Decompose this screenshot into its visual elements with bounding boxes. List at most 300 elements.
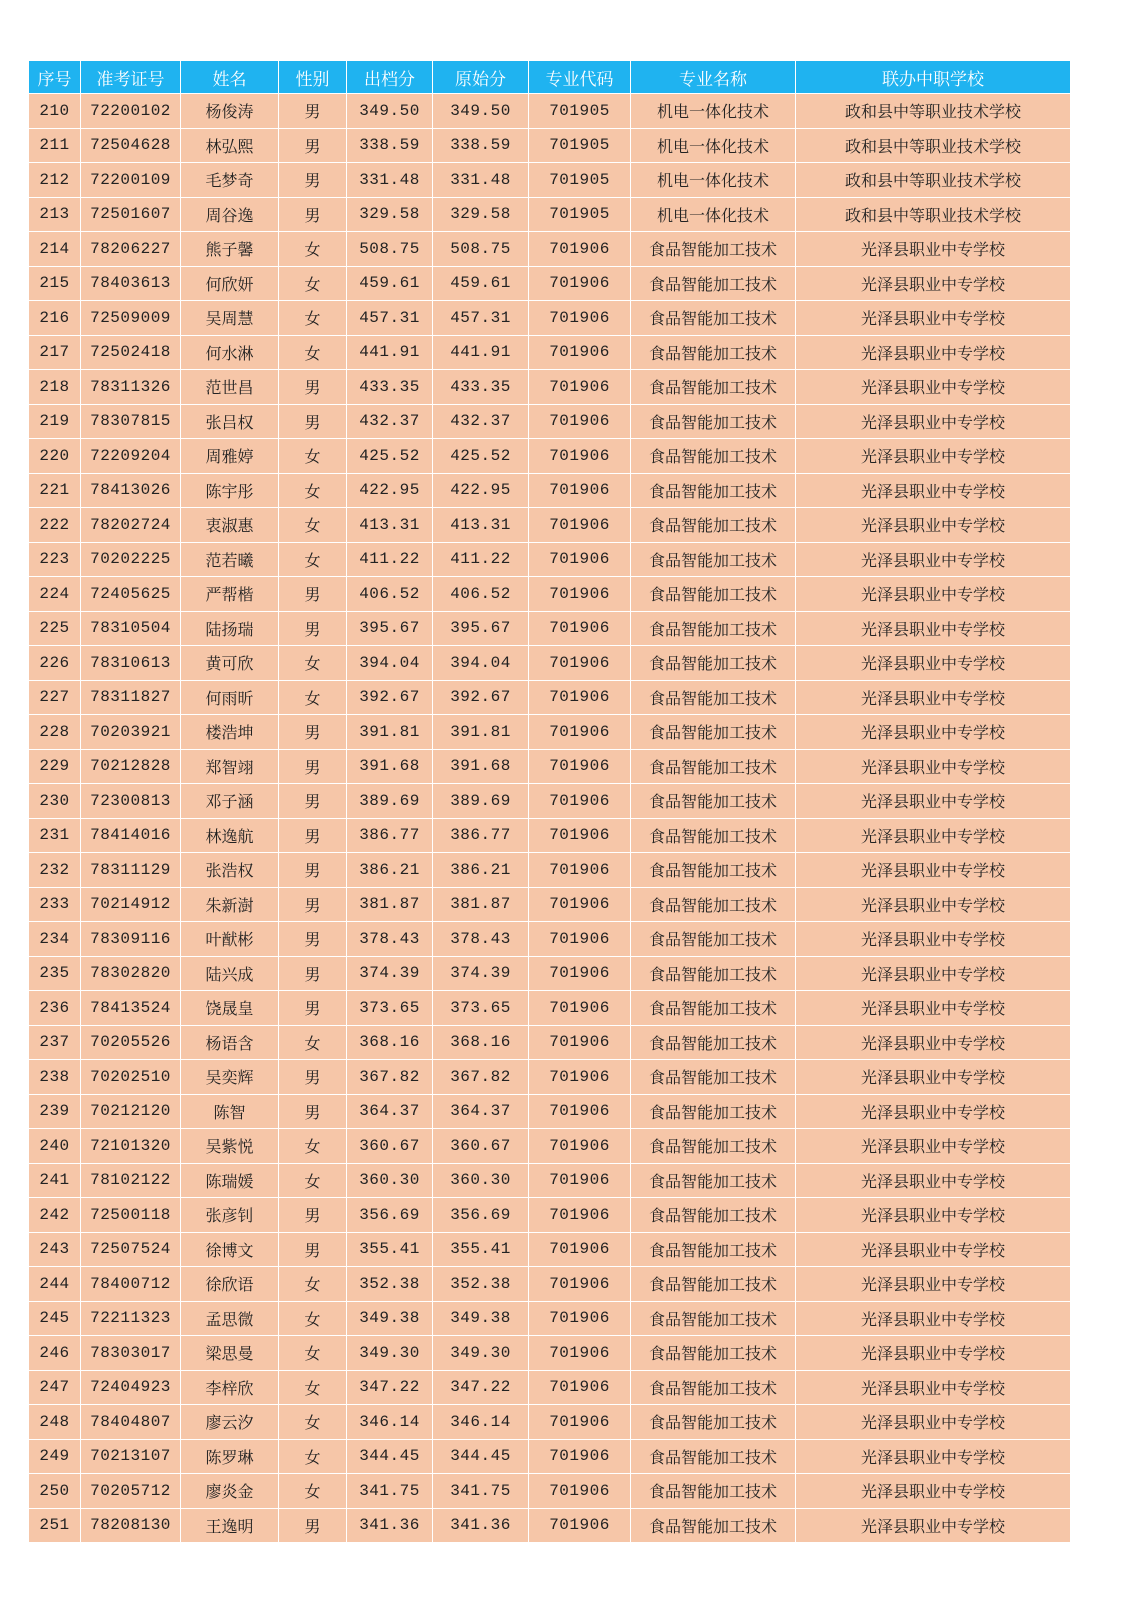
cell-exam-id: 78206227 [81,232,181,267]
cell-file-score: 341.75 [347,1474,433,1509]
cell-major-name: 食品智能加工技术 [631,1439,796,1474]
cell-school: 光泽县职业中专学校 [796,1267,1071,1302]
cell-major-code: 701906 [529,853,631,888]
cell-major-code: 701906 [529,404,631,439]
table-row [29,715,1071,750]
cell-major-code: 701906 [529,301,631,336]
cell-raw-score: 425.52 [433,439,529,474]
cell-file-score: 355.41 [347,1232,433,1267]
cell-name: 廖云汐 [181,1405,279,1440]
cell-gender: 男 [279,128,347,163]
cell-gender: 女 [279,646,347,681]
cell-exam-id: 72200102 [81,94,181,129]
cell-exam-id: 78309116 [81,922,181,957]
cell-seq: 250 [29,1474,81,1509]
cell-file-score: 344.45 [347,1439,433,1474]
cell-file-score: 349.30 [347,1336,433,1371]
cell-major-name: 食品智能加工技术 [631,542,796,577]
table-header [29,61,1071,94]
cell-major-name: 机电一体化技术 [631,94,796,129]
cell-school: 光泽县职业中专学校 [796,439,1071,474]
cell-file-score: 356.69 [347,1198,433,1233]
cell-exam-id: 72300813 [81,784,181,819]
cell-seq: 247 [29,1370,81,1405]
cell-name: 吴周慧 [181,301,279,336]
cell-seq: 242 [29,1198,81,1233]
cell-seq: 251 [29,1508,81,1543]
cell-file-score: 341.36 [347,1508,433,1543]
cell-name: 吴紫悦 [181,1129,279,1164]
cell-school: 光泽县职业中专学校 [796,1474,1071,1509]
cell-seq: 225 [29,611,81,646]
cell-gender: 女 [279,1163,347,1198]
cell-seq: 223 [29,542,81,577]
cell-raw-score: 391.68 [433,749,529,784]
table-row [29,1267,1071,1302]
cell-raw-score: 347.22 [433,1370,529,1405]
table-row [29,1439,1071,1474]
cell-major-code: 701906 [529,1405,631,1440]
header-file-score: 出档分 [347,61,433,94]
cell-major-code: 701906 [529,818,631,853]
cell-name: 何水淋 [181,335,279,370]
cell-exam-id: 72209204 [81,439,181,474]
cell-exam-id: 72405625 [81,577,181,612]
cell-gender: 男 [279,887,347,922]
cell-exam-id: 70212828 [81,749,181,784]
cell-gender: 女 [279,1474,347,1509]
cell-name: 陈宇彤 [181,473,279,508]
cell-gender: 女 [279,1301,347,1336]
cell-major-code: 701906 [529,991,631,1026]
cell-exam-id: 70213107 [81,1439,181,1474]
cell-school: 光泽县职业中专学校 [796,646,1071,681]
cell-name: 孟思微 [181,1301,279,1336]
cell-school: 光泽县职业中专学校 [796,991,1071,1026]
cell-name: 严帮楷 [181,577,279,612]
cell-name: 陈智 [181,1094,279,1129]
cell-seq: 237 [29,1025,81,1060]
cell-seq: 248 [29,1405,81,1440]
cell-gender: 男 [279,715,347,750]
cell-school: 光泽县职业中专学校 [796,1232,1071,1267]
cell-gender: 男 [279,197,347,232]
cell-school: 光泽县职业中专学校 [796,749,1071,784]
header-seq: 序号 [29,61,81,94]
cell-major-code: 701906 [529,1198,631,1233]
cell-exam-id: 78208130 [81,1508,181,1543]
cell-major-name: 食品智能加工技术 [631,1474,796,1509]
cell-file-score: 394.04 [347,646,433,681]
cell-major-code: 701906 [529,887,631,922]
cell-name: 黄可欣 [181,646,279,681]
table-row [29,991,1071,1026]
cell-exam-id: 70205712 [81,1474,181,1509]
cell-gender: 女 [279,232,347,267]
cell-gender: 男 [279,611,347,646]
table-row [29,646,1071,681]
cell-gender: 女 [279,1129,347,1164]
cell-raw-score: 457.31 [433,301,529,336]
cell-raw-score: 441.91 [433,335,529,370]
cell-gender: 男 [279,818,347,853]
cell-school: 光泽县职业中专学校 [796,1060,1071,1095]
cell-file-score: 391.81 [347,715,433,750]
cell-raw-score: 360.30 [433,1163,529,1198]
cell-name: 熊子馨 [181,232,279,267]
cell-school: 光泽县职业中专学校 [796,1370,1071,1405]
cell-major-name: 食品智能加工技术 [631,922,796,957]
cell-major-name: 食品智能加工技术 [631,1129,796,1164]
table-row [29,818,1071,853]
cell-exam-id: 72404923 [81,1370,181,1405]
cell-major-name: 食品智能加工技术 [631,439,796,474]
cell-raw-score: 374.39 [433,956,529,991]
table-row [29,853,1071,888]
cell-major-code: 701906 [529,1267,631,1302]
cell-file-score: 329.58 [347,197,433,232]
cell-major-code: 701906 [529,335,631,370]
cell-gender: 女 [279,335,347,370]
cell-raw-score: 386.21 [433,853,529,888]
cell-gender: 男 [279,577,347,612]
cell-gender: 男 [279,784,347,819]
cell-file-score: 360.67 [347,1129,433,1164]
cell-file-score: 381.87 [347,887,433,922]
cell-exam-id: 78403613 [81,266,181,301]
cell-major-code: 701906 [529,1370,631,1405]
cell-seq: 229 [29,749,81,784]
cell-name: 张浩权 [181,853,279,888]
cell-gender: 男 [279,1060,347,1095]
cell-seq: 238 [29,1060,81,1095]
table-row [29,197,1071,232]
cell-name: 朱新澍 [181,887,279,922]
cell-gender: 男 [279,749,347,784]
cell-name: 何雨昕 [181,680,279,715]
cell-gender: 女 [279,1267,347,1302]
cell-raw-score: 411.22 [433,542,529,577]
cell-name: 周雅婷 [181,439,279,474]
cell-raw-score: 394.04 [433,646,529,681]
cell-major-code: 701906 [529,1129,631,1164]
cell-major-code: 701906 [529,232,631,267]
cell-major-name: 食品智能加工技术 [631,1267,796,1302]
cell-exam-id: 78311129 [81,853,181,888]
admission-table [28,60,1071,1543]
cell-name: 李梓欣 [181,1370,279,1405]
cell-exam-id: 70214912 [81,887,181,922]
cell-major-name: 机电一体化技术 [631,197,796,232]
table-row [29,887,1071,922]
cell-school: 光泽县职业中专学校 [796,232,1071,267]
cell-major-name: 食品智能加工技术 [631,715,796,750]
cell-raw-score: 406.52 [433,577,529,612]
cell-major-code: 701905 [529,94,631,129]
cell-seq: 244 [29,1267,81,1302]
table-row [29,1370,1071,1405]
cell-exam-id: 78413524 [81,991,181,1026]
cell-major-code: 701906 [529,749,631,784]
cell-name: 徐博文 [181,1232,279,1267]
cell-name: 陆扬瑞 [181,611,279,646]
cell-major-code: 701906 [529,542,631,577]
cell-file-score: 391.68 [347,749,433,784]
cell-major-code: 701905 [529,197,631,232]
cell-seq: 227 [29,680,81,715]
cell-name: 邓子涵 [181,784,279,819]
cell-school: 光泽县职业中专学校 [796,715,1071,750]
cell-name: 杨俊涛 [181,94,279,129]
cell-seq: 232 [29,853,81,888]
cell-gender: 男 [279,991,347,1026]
table-body [29,94,1071,1543]
cell-raw-score: 329.58 [433,197,529,232]
cell-raw-score: 395.67 [433,611,529,646]
cell-major-code: 701906 [529,1232,631,1267]
cell-major-code: 701906 [529,680,631,715]
cell-major-name: 食品智能加工技术 [631,266,796,301]
cell-raw-score: 386.77 [433,818,529,853]
cell-raw-score: 381.87 [433,887,529,922]
cell-gender: 男 [279,1198,347,1233]
cell-exam-id: 72101320 [81,1129,181,1164]
table-row [29,1060,1071,1095]
cell-file-score: 411.22 [347,542,433,577]
cell-raw-score: 364.37 [433,1094,529,1129]
cell-school: 光泽县职业中专学校 [796,1336,1071,1371]
cell-name: 衷淑惠 [181,508,279,543]
cell-major-name: 食品智能加工技术 [631,1232,796,1267]
header-row [29,61,1071,94]
cell-file-score: 457.31 [347,301,433,336]
header-name: 姓名 [181,61,279,94]
cell-exam-id: 72502418 [81,335,181,370]
cell-gender: 女 [279,680,347,715]
cell-seq: 215 [29,266,81,301]
cell-school: 光泽县职业中专学校 [796,1405,1071,1440]
cell-major-name: 食品智能加工技术 [631,991,796,1026]
cell-raw-score: 422.95 [433,473,529,508]
cell-school: 光泽县职业中专学校 [796,922,1071,957]
cell-exam-id: 78310504 [81,611,181,646]
cell-major-name: 食品智能加工技术 [631,1301,796,1336]
table-row [29,784,1071,819]
cell-file-score: 349.50 [347,94,433,129]
cell-seq: 246 [29,1336,81,1371]
cell-raw-score: 378.43 [433,922,529,957]
cell-major-name: 食品智能加工技术 [631,508,796,543]
cell-major-code: 701906 [529,1025,631,1060]
cell-major-name: 食品智能加工技术 [631,611,796,646]
cell-exam-id: 72509009 [81,301,181,336]
cell-seq: 243 [29,1232,81,1267]
cell-gender: 男 [279,1094,347,1129]
table-row [29,1163,1071,1198]
cell-exam-id: 78311827 [81,680,181,715]
cell-gender: 女 [279,542,347,577]
cell-name: 毛梦奇 [181,163,279,198]
table-row [29,1508,1071,1543]
table-row [29,922,1071,957]
cell-file-score: 352.38 [347,1267,433,1302]
cell-major-code: 701906 [529,922,631,957]
cell-file-score: 433.35 [347,370,433,405]
cell-seq: 218 [29,370,81,405]
cell-file-score: 508.75 [347,232,433,267]
cell-seq: 231 [29,818,81,853]
table-row [29,301,1071,336]
cell-major-code: 701906 [529,1094,631,1129]
cell-raw-score: 391.81 [433,715,529,750]
cell-school: 光泽县职业中专学校 [796,956,1071,991]
cell-file-score: 392.67 [347,680,433,715]
cell-gender: 女 [279,1370,347,1405]
cell-major-name: 食品智能加工技术 [631,1405,796,1440]
cell-name: 叶猷彬 [181,922,279,957]
cell-gender: 女 [279,1439,347,1474]
table-row [29,439,1071,474]
table-row [29,1232,1071,1267]
cell-name: 何欣妍 [181,266,279,301]
cell-school: 光泽县职业中专学校 [796,1198,1071,1233]
cell-major-code: 701906 [529,1060,631,1095]
cell-gender: 女 [279,301,347,336]
cell-exam-id: 72501607 [81,197,181,232]
table-row [29,508,1071,543]
cell-name: 饶晟皇 [181,991,279,1026]
cell-exam-id: 78414016 [81,818,181,853]
cell-gender: 男 [279,853,347,888]
cell-name: 范若曦 [181,542,279,577]
cell-exam-id: 72504628 [81,128,181,163]
cell-major-name: 食品智能加工技术 [631,1508,796,1543]
cell-school: 光泽县职业中专学校 [796,887,1071,922]
cell-school: 光泽县职业中专学校 [796,301,1071,336]
cell-major-name: 食品智能加工技术 [631,301,796,336]
cell-exam-id: 72211323 [81,1301,181,1336]
cell-major-name: 食品智能加工技术 [631,370,796,405]
cell-raw-score: 433.35 [433,370,529,405]
cell-seq: 210 [29,94,81,129]
cell-major-code: 701905 [529,163,631,198]
header-gender: 性别 [279,61,347,94]
cell-school: 光泽县职业中专学校 [796,542,1071,577]
cell-raw-score: 373.65 [433,991,529,1026]
cell-file-score: 364.37 [347,1094,433,1129]
table-row [29,1336,1071,1371]
cell-major-name: 食品智能加工技术 [631,680,796,715]
cell-exam-id: 70202225 [81,542,181,577]
cell-gender: 女 [279,473,347,508]
cell-major-name: 食品智能加工技术 [631,1094,796,1129]
cell-file-score: 432.37 [347,404,433,439]
cell-exam-id: 78311326 [81,370,181,405]
cell-school: 光泽县职业中专学校 [796,1163,1071,1198]
cell-seq: 230 [29,784,81,819]
cell-major-name: 食品智能加工技术 [631,818,796,853]
cell-gender: 女 [279,508,347,543]
cell-gender: 男 [279,1232,347,1267]
table-row [29,232,1071,267]
cell-exam-id: 78302820 [81,956,181,991]
cell-file-score: 425.52 [347,439,433,474]
cell-name: 张彦钊 [181,1198,279,1233]
cell-seq: 245 [29,1301,81,1336]
cell-major-name: 食品智能加工技术 [631,1336,796,1371]
cell-name: 陈罗琳 [181,1439,279,1474]
cell-file-score: 347.22 [347,1370,433,1405]
cell-school: 政和县中等职业技术学校 [796,94,1071,129]
cell-major-code: 701906 [529,611,631,646]
cell-exam-id: 78102122 [81,1163,181,1198]
table-row [29,266,1071,301]
cell-exam-id: 78400712 [81,1267,181,1302]
cell-major-code: 701906 [529,646,631,681]
cell-seq: 226 [29,646,81,681]
cell-major-name: 食品智能加工技术 [631,1060,796,1095]
cell-school: 光泽县职业中专学校 [796,818,1071,853]
table-row [29,1198,1071,1233]
cell-file-score: 395.67 [347,611,433,646]
cell-exam-id: 78303017 [81,1336,181,1371]
cell-major-name: 机电一体化技术 [631,128,796,163]
cell-name: 郑智翊 [181,749,279,784]
cell-seq: 228 [29,715,81,750]
cell-file-score: 406.52 [347,577,433,612]
cell-school: 光泽县职业中专学校 [796,1508,1071,1543]
cell-major-code: 701906 [529,1474,631,1509]
cell-raw-score: 392.67 [433,680,529,715]
cell-major-name: 食品智能加工技术 [631,1198,796,1233]
cell-gender: 男 [279,404,347,439]
cell-raw-score: 356.69 [433,1198,529,1233]
table-row [29,128,1071,163]
cell-raw-score: 368.16 [433,1025,529,1060]
cell-gender: 男 [279,370,347,405]
header-raw-score: 原始分 [433,61,529,94]
cell-major-name: 食品智能加工技术 [631,1370,796,1405]
cell-exam-id: 70205526 [81,1025,181,1060]
cell-major-code: 701905 [529,128,631,163]
cell-file-score: 367.82 [347,1060,433,1095]
cell-major-code: 701906 [529,1301,631,1336]
cell-name: 陆兴成 [181,956,279,991]
cell-major-code: 701906 [529,370,631,405]
cell-gender: 男 [279,163,347,198]
cell-school: 光泽县职业中专学校 [796,473,1071,508]
table-row [29,542,1071,577]
cell-seq: 221 [29,473,81,508]
cell-name: 吴奕辉 [181,1060,279,1095]
cell-gender: 女 [279,1025,347,1060]
cell-school: 光泽县职业中专学校 [796,1094,1071,1129]
cell-raw-score: 389.69 [433,784,529,819]
table-row [29,1301,1071,1336]
table-row [29,163,1071,198]
cell-exam-id: 78404807 [81,1405,181,1440]
cell-file-score: 386.21 [347,853,433,888]
table-row [29,1474,1071,1509]
cell-seq: 233 [29,887,81,922]
table-row [29,1025,1071,1060]
cell-major-name: 食品智能加工技术 [631,749,796,784]
cell-raw-score: 459.61 [433,266,529,301]
table-row [29,370,1071,405]
cell-name: 楼浩坤 [181,715,279,750]
cell-school: 光泽县职业中专学校 [796,1129,1071,1164]
cell-name: 林弘熙 [181,128,279,163]
